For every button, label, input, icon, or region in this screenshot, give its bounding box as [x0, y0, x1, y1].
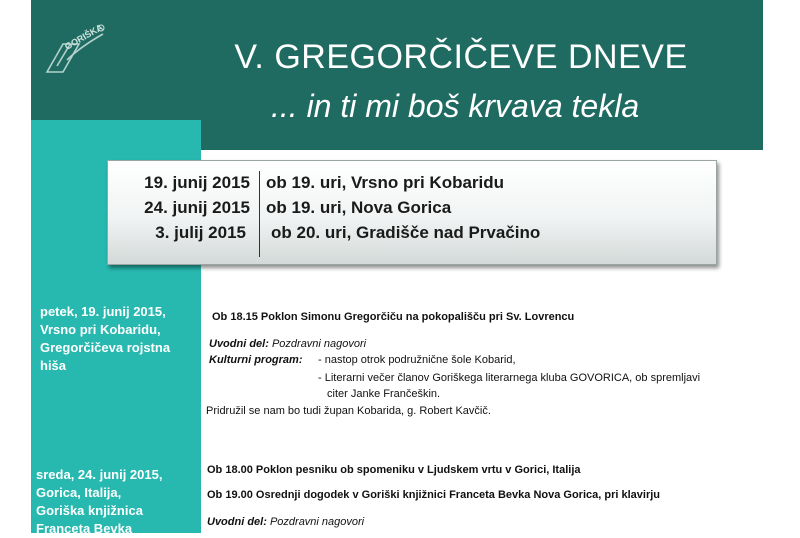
sidebar-event1-line: hiša [40, 358, 67, 373]
event1-note: Pridružil se nam bo tudi župan Kobarida, g. Robert Kavčič. [206, 405, 491, 417]
event2-line1: Ob 18.00 Poklon pesniku ob spomeniku v Ljudskem vrtu v Gorici, Italija [207, 464, 581, 476]
date-info: ob 19. uri, Vrsno pri Kobaridu [266, 173, 505, 192]
event1-headline: Ob 18.15 Poklon Simonu Gregorčiču na pokopališču pri Sv. Lovrencu [212, 311, 575, 323]
event1-program-item: citer Janke Frančeškin. [327, 388, 441, 400]
sidebar-event2-line: Gorica, Italija, [36, 485, 122, 500]
sidebar-event1-line: Vrsno pri Kobaridu, [40, 322, 161, 337]
sidebar-event2-line: Franceta Bevka [36, 521, 133, 536]
event1-intro [209, 338, 366, 350]
event2-intro [207, 516, 364, 528]
event2-line2: Ob 19.00 Osrednji dogodek v Goriški knjižnici Franceta Bevka Nova Gorica, pri klavirju [207, 489, 660, 501]
sidebar-event2-line: sreda, 24. junij 2015, [36, 467, 163, 482]
date-label: 24. junij 2015 [144, 198, 250, 217]
event1-intro-label: Uvodni del: [209, 338, 269, 350]
date-info: ob 19. uri, Nova Gorica [266, 198, 452, 217]
date-row [108, 223, 716, 247]
logo-lettering: GORIŠKA [63, 22, 105, 52]
date-row [108, 198, 716, 222]
sidebar-event1-line: Gregorčičeva rojstna [40, 340, 171, 355]
date-info: ob 20. uri, Gradišče nad Prvačino [271, 223, 541, 242]
event2-intro-label: Uvodni del: [207, 516, 267, 528]
event2-intro-value: Pozdravni nagovori [269, 516, 365, 528]
sidebar-event1 [40, 303, 200, 375]
event1-program-label: Kulturni program: [209, 354, 303, 366]
sidebar-event2-line: Goriška knjižnica [36, 503, 143, 518]
sidebar-event1-line: petek, 19. junij 2015, [40, 304, 166, 319]
dates-box [107, 160, 717, 265]
date-row [108, 173, 716, 197]
date-label: 19. junij 2015 [144, 173, 250, 192]
event1-intro-value: Pozdravni nagovori [271, 338, 367, 350]
event1-program-item: - nastop otrok podružnične šole Kobarid, [318, 354, 516, 366]
event1-program-item: - Literarni večer članov Goriškega literarnega kluba GOVORICA, ob spremljavi [318, 372, 701, 384]
date-label: 3. julij 2015 [155, 223, 246, 242]
page-subtitle: ... in ti mi boš krvava tekla [271, 88, 640, 124]
goriska-logo-icon [37, 20, 107, 80]
page-title: V. GREGORČIČEVE DNEVE [234, 38, 688, 76]
sidebar-event2 [36, 466, 196, 538]
